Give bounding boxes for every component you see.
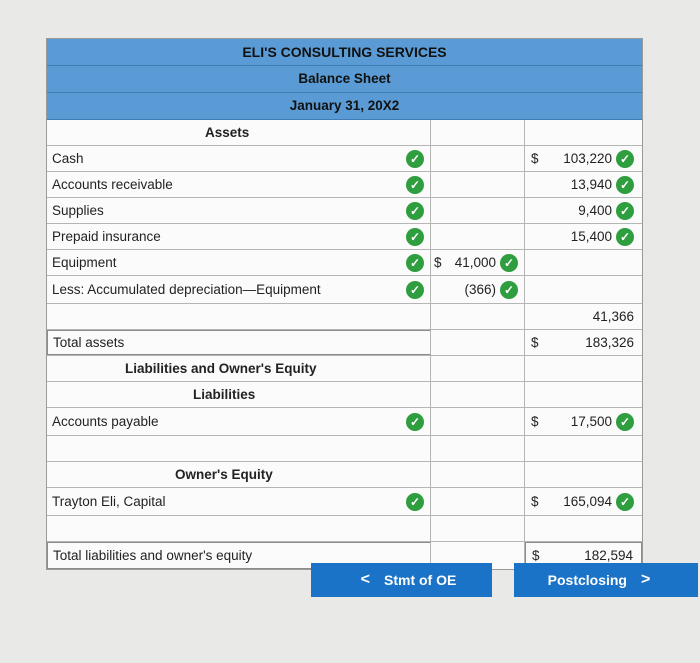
amount-value: 165,094 [563,494,612,509]
statement-date: January 31, 20X2 [47,93,642,120]
amount-input[interactable] [525,146,642,171]
amount-input[interactable] [431,172,525,197]
prev-button-label: Stmt of OE [384,572,457,588]
amount-input[interactable] [525,330,642,355]
account-select-ar[interactable] [47,172,431,197]
account-select-supplies[interactable] [47,198,431,223]
table-row [47,224,642,250]
chevron-right-icon: > [641,571,651,588]
statement-title: Balance Sheet [47,66,642,93]
table-row [47,172,642,198]
account-label: Equipment [52,255,117,270]
table-row [47,198,642,224]
account-label: Cash [52,151,84,166]
account-label: Accounts payable [52,414,159,429]
account-label: Accounts receivable [52,177,173,192]
amount-input[interactable] [525,276,642,303]
check-circle-icon: ✓ [406,150,424,168]
liabilities-heading: Liabilities [47,382,431,407]
next-button[interactable] [514,563,698,597]
check-circle-icon: ✓ [406,281,424,299]
check-circle-icon: ✓ [406,202,424,220]
company-name: ELI'S CONSULTING SERVICES [47,39,642,66]
liab-oe-heading-row [47,356,642,382]
amount-input[interactable] [525,172,642,197]
account-select-cash[interactable] [47,146,431,171]
check-circle-icon: ✓ [616,493,634,511]
chevron-left-icon: < [360,571,370,588]
table-row [47,516,642,542]
amount-value: 17,500 [570,414,612,429]
dollar-sign: $ [434,255,442,270]
prev-button[interactable] [311,563,492,597]
total-assets-value: 183,326 [585,335,634,350]
account-label: Less: Accumulated depreciation—Equipment [52,282,321,297]
amount-value: 41,000 [454,255,496,270]
account-label: Trayton Eli, Capital [52,494,166,509]
assets-heading: Assets [47,120,431,145]
amount-value: 9,400 [578,203,612,218]
check-circle-icon: ✓ [500,254,518,272]
amount-input[interactable] [525,304,642,329]
amount-input[interactable] [525,250,642,275]
total-assets-label: Total assets [47,330,431,355]
account-select-blank[interactable] [47,436,431,461]
table-row [47,488,642,516]
liabilities-heading-row [47,382,642,408]
total-assets-row [47,330,642,356]
check-circle-icon: ✓ [616,202,634,220]
liab-oe-heading: Liabilities and Owner's Equity [47,356,431,381]
table-row [47,146,642,172]
check-circle-icon: ✓ [500,281,518,299]
amount-input[interactable] [525,224,642,249]
account-select-equipment[interactable] [47,250,431,275]
amount-input[interactable] [431,250,525,275]
assets-heading-row [47,120,642,146]
amount-input[interactable] [525,408,642,435]
next-button-label: Postclosing [547,572,627,588]
account-select-ap[interactable] [47,408,431,435]
account-select-capital[interactable] [47,488,431,515]
balance-sheet [46,38,643,570]
amount-value: (366) [464,282,496,297]
table-row [47,436,642,462]
amount-input[interactable] [431,146,525,171]
check-circle-icon: ✓ [616,413,634,431]
table-row [47,408,642,436]
dollar-sign: $ [531,494,539,509]
amount-input[interactable] [431,198,525,223]
amount-input[interactable] [431,436,525,461]
check-circle-icon: ✓ [406,413,424,431]
net-equipment-value: 41,366 [592,309,634,324]
total-liab-oe-label: Total liabilities and owner's equity [47,542,431,569]
account-select-prepaid[interactable] [47,224,431,249]
amount-input[interactable] [525,436,642,461]
dollar-sign: $ [531,335,539,350]
table-row [47,250,642,276]
table-row [47,304,642,330]
dollar-sign: $ [532,548,540,563]
check-circle-icon: ✓ [616,176,634,194]
account-label: Prepaid insurance [52,229,161,244]
amount-input[interactable] [431,408,525,435]
dollar-sign: $ [531,414,539,429]
check-circle-icon: ✓ [406,228,424,246]
check-circle-icon: ✓ [406,493,424,511]
amount-input[interactable] [525,198,642,223]
amount-value: 15,400 [570,229,612,244]
amount-input[interactable] [431,304,525,329]
check-circle-icon: ✓ [406,176,424,194]
dollar-sign: $ [531,151,539,166]
amount-input[interactable] [431,224,525,249]
amount-value: 103,220 [563,151,612,166]
amount-input[interactable] [431,276,525,303]
check-circle-icon: ✓ [616,150,634,168]
check-circle-icon: ✓ [616,228,634,246]
account-label: Supplies [52,203,104,218]
amount-input[interactable] [431,488,525,515]
total-liab-oe-value: 182,594 [584,548,633,563]
amount-value: 13,940 [570,177,612,192]
equity-heading: Owner's Equity [47,462,431,487]
equity-heading-row [47,462,642,488]
check-circle-icon: ✓ [406,254,424,272]
account-select-accum-dep[interactable] [47,276,431,303]
amount-input[interactable] [525,488,642,515]
table-row [47,276,642,304]
